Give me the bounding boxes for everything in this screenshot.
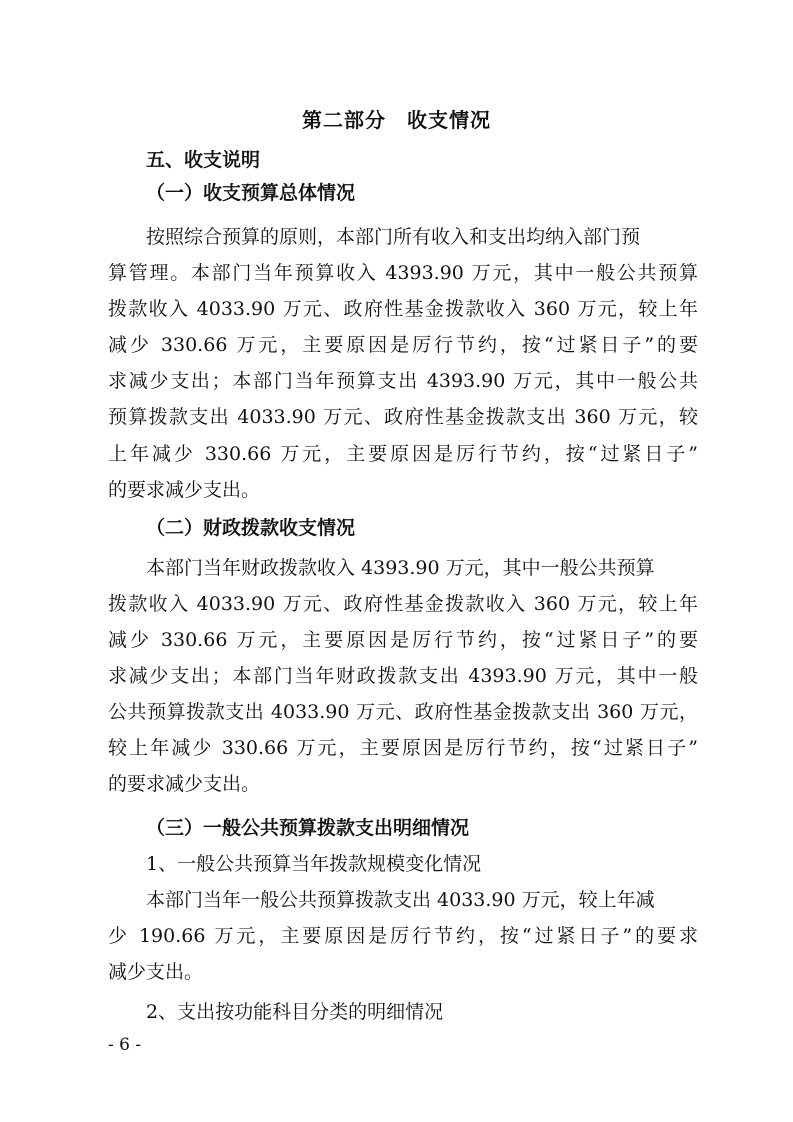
- sub1-line: 求减少支出；本部门当年预算支出 4393.90 万元，其中一般公共: [108, 370, 698, 392]
- sub3-item1-line: 减少支出。: [108, 961, 204, 983]
- sub2-line: 减少 330.66 万元，主要原因是厉行节约，按“过紧日子”的要: [108, 629, 698, 651]
- sub3-item1-title: 1、一般公共预算当年拨款规模变化情况: [146, 853, 482, 875]
- sub2-line: 拨款收入 4033.90 万元、政府性基金拨款收入 360 万元，较上年: [108, 593, 698, 615]
- sub3-heading: （三）一般公共预算拨款支出明细情况: [146, 817, 470, 839]
- sub1-heading: （一）收支预算总体情况: [146, 182, 356, 204]
- sub2-heading: （二）财政拨款收支情况: [146, 517, 356, 539]
- section-heading: 五、收支说明: [146, 149, 261, 171]
- sub1-line: 算管理。本部门当年预算收入 4393.90 万元，其中一般公共预算: [108, 262, 698, 284]
- sub2-line: 公共预算拨款支出 4033.90 万元、政府性基金拨款支出 360 万元，: [108, 701, 698, 723]
- sub3-item2-title: 2、支出按功能科目分类的明细情况: [146, 1001, 444, 1023]
- sub3-item1-line: 少 190.66 万元，主要原因是厉行节约，按“过紧日子”的要求: [108, 925, 698, 947]
- sub2-line: 本部门当年财政拨款收入 4393.90 万元，其中一般公共预算: [146, 557, 655, 579]
- page-number: - 6 -: [108, 1035, 142, 1055]
- sub1-line: 减少 330.66 万元，主要原因是厉行节约，按“过紧日子”的要: [108, 334, 698, 356]
- sub3-item1-line: 本部门当年一般公共预算拨款支出 4033.90 万元，较上年减: [146, 889, 655, 911]
- sub2-line: 求减少支出；本部门当年财政拨款支出 4393.90 万元，其中一般: [108, 665, 698, 687]
- sub1-line: 按照综合预算的原则，本部门所有收入和支出均纳入部门预: [146, 226, 641, 248]
- page-title: 第二部分 收支情况: [302, 108, 491, 132]
- sub1-line: 拨款收入 4033.90 万元、政府性基金拨款收入 360 万元，较上年: [108, 298, 698, 320]
- sub1-line: 预算拨款支出 4033.90 万元、政府性基金拨款支出 360 万元，较: [108, 406, 698, 428]
- sub2-line: 的要求减少支出。: [108, 773, 261, 795]
- sub2-line: 较上年减少 330.66 万元，主要原因是厉行节约，按“过紧日子”: [108, 737, 698, 759]
- sub1-line: 上年减少 330.66 万元，主要原因是厉行节约，按“过紧日子”: [108, 443, 698, 465]
- sub1-line: 的要求减少支出。: [108, 479, 261, 501]
